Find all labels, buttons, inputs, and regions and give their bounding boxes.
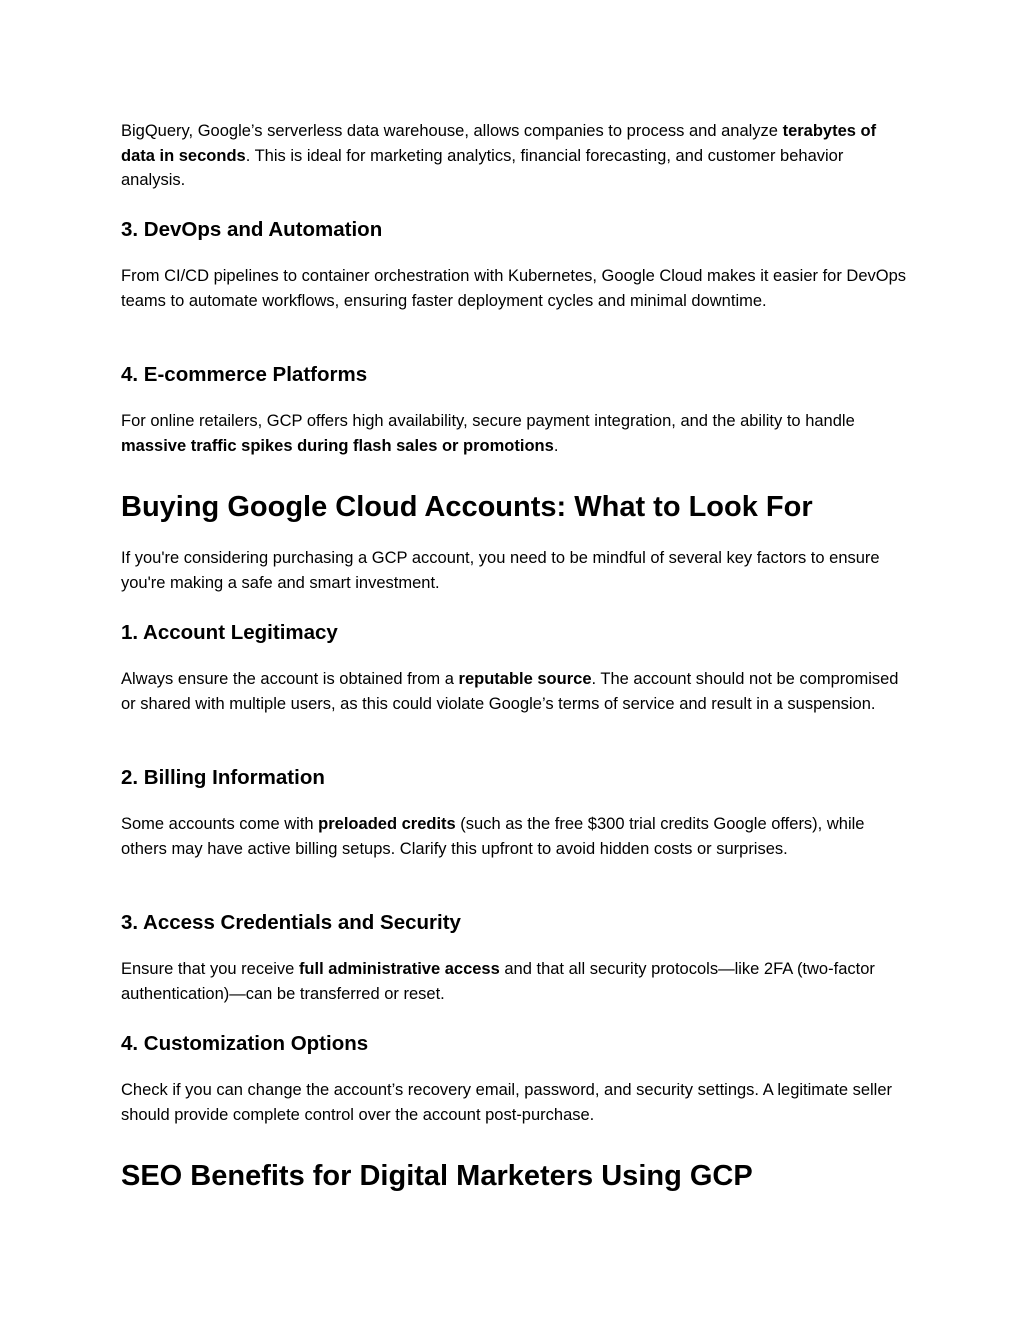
paragraph-billing <box>121 812 911 861</box>
text-run: and that all security protocols—like 2FA (two-factor authentication)—can be transferred or reset. <box>121 960 875 1003</box>
heading-buying-accounts: Buying Google Cloud Accounts: What to Look For <box>121 491 813 523</box>
paragraph-ecommerce <box>121 409 911 458</box>
text-run: BigQuery, Google’s serverless data warehouse, allows companies to process and analyze <box>121 122 783 140</box>
bold-text: preloaded credits <box>318 815 456 833</box>
heading-devops: 3. DevOps and Automation <box>121 218 383 241</box>
paragraph-buying: If you're considering purchasing a GCP account, you need to be mindful of several key factors to ensure you're making a safe and smart investment. <box>121 549 880 592</box>
text-run: Always ensure the account is obtained from a <box>121 670 459 688</box>
heading-billing: 2. Billing Information <box>121 766 325 789</box>
heading-ecommerce: 4. E-commerce Platforms <box>121 363 368 386</box>
text-run: . <box>553 436 559 455</box>
bold-text: massive traffic spikes during flash sales or promotions <box>121 436 554 455</box>
text-run: Some accounts come with <box>121 815 319 833</box>
heading-access-security: 3. Access Credentials and Security <box>121 911 461 934</box>
paragraph-devops: From CI/CD pipelines to container orchestration with Kubernetes, Google Cloud makes it easier for DevOps teams to automate workflows, ensuring faster deployment cycles and minimal downtime. <box>121 267 907 310</box>
heading-legitimacy: 1. Account Legitimacy <box>121 621 338 644</box>
paragraph-bigquery <box>121 119 911 193</box>
bold-text: reputable source <box>458 670 592 688</box>
paragraph-legitimacy <box>121 667 911 716</box>
text-run: For online retailers, GCP offers high availability, secure payment integration, and the ability to handle <box>121 412 855 430</box>
heading-seo-benefits: SEO Benefits for Digital Marketers Using GCP <box>121 1160 753 1192</box>
text-run: . This is ideal for marketing analytics, financial forecasting, and customer behavior analysis. <box>121 146 844 189</box>
text-run: . The account should not be compromised or shared with multiple users, as this could violate Google’s terms of service and result in a suspension. <box>121 670 899 713</box>
bold-text: full administrative access <box>298 960 500 978</box>
paragraph-customization: Check if you can change the account’s recovery email, password, and security settings. A legitimate seller should provide complete control over the account post-purchase. <box>121 1081 893 1124</box>
paragraph-access-security <box>121 957 911 1006</box>
bold-text: terabytes of data in seconds <box>121 122 877 165</box>
text-run: Ensure that you receive <box>121 960 299 978</box>
heading-customization: 4. Customization Options <box>121 1032 369 1055</box>
text-run: (such as the free $300 trial credits Google offers), while others may have active billing setups. Clarify this upfront to avoid hidden costs or surprises. <box>121 815 865 858</box>
